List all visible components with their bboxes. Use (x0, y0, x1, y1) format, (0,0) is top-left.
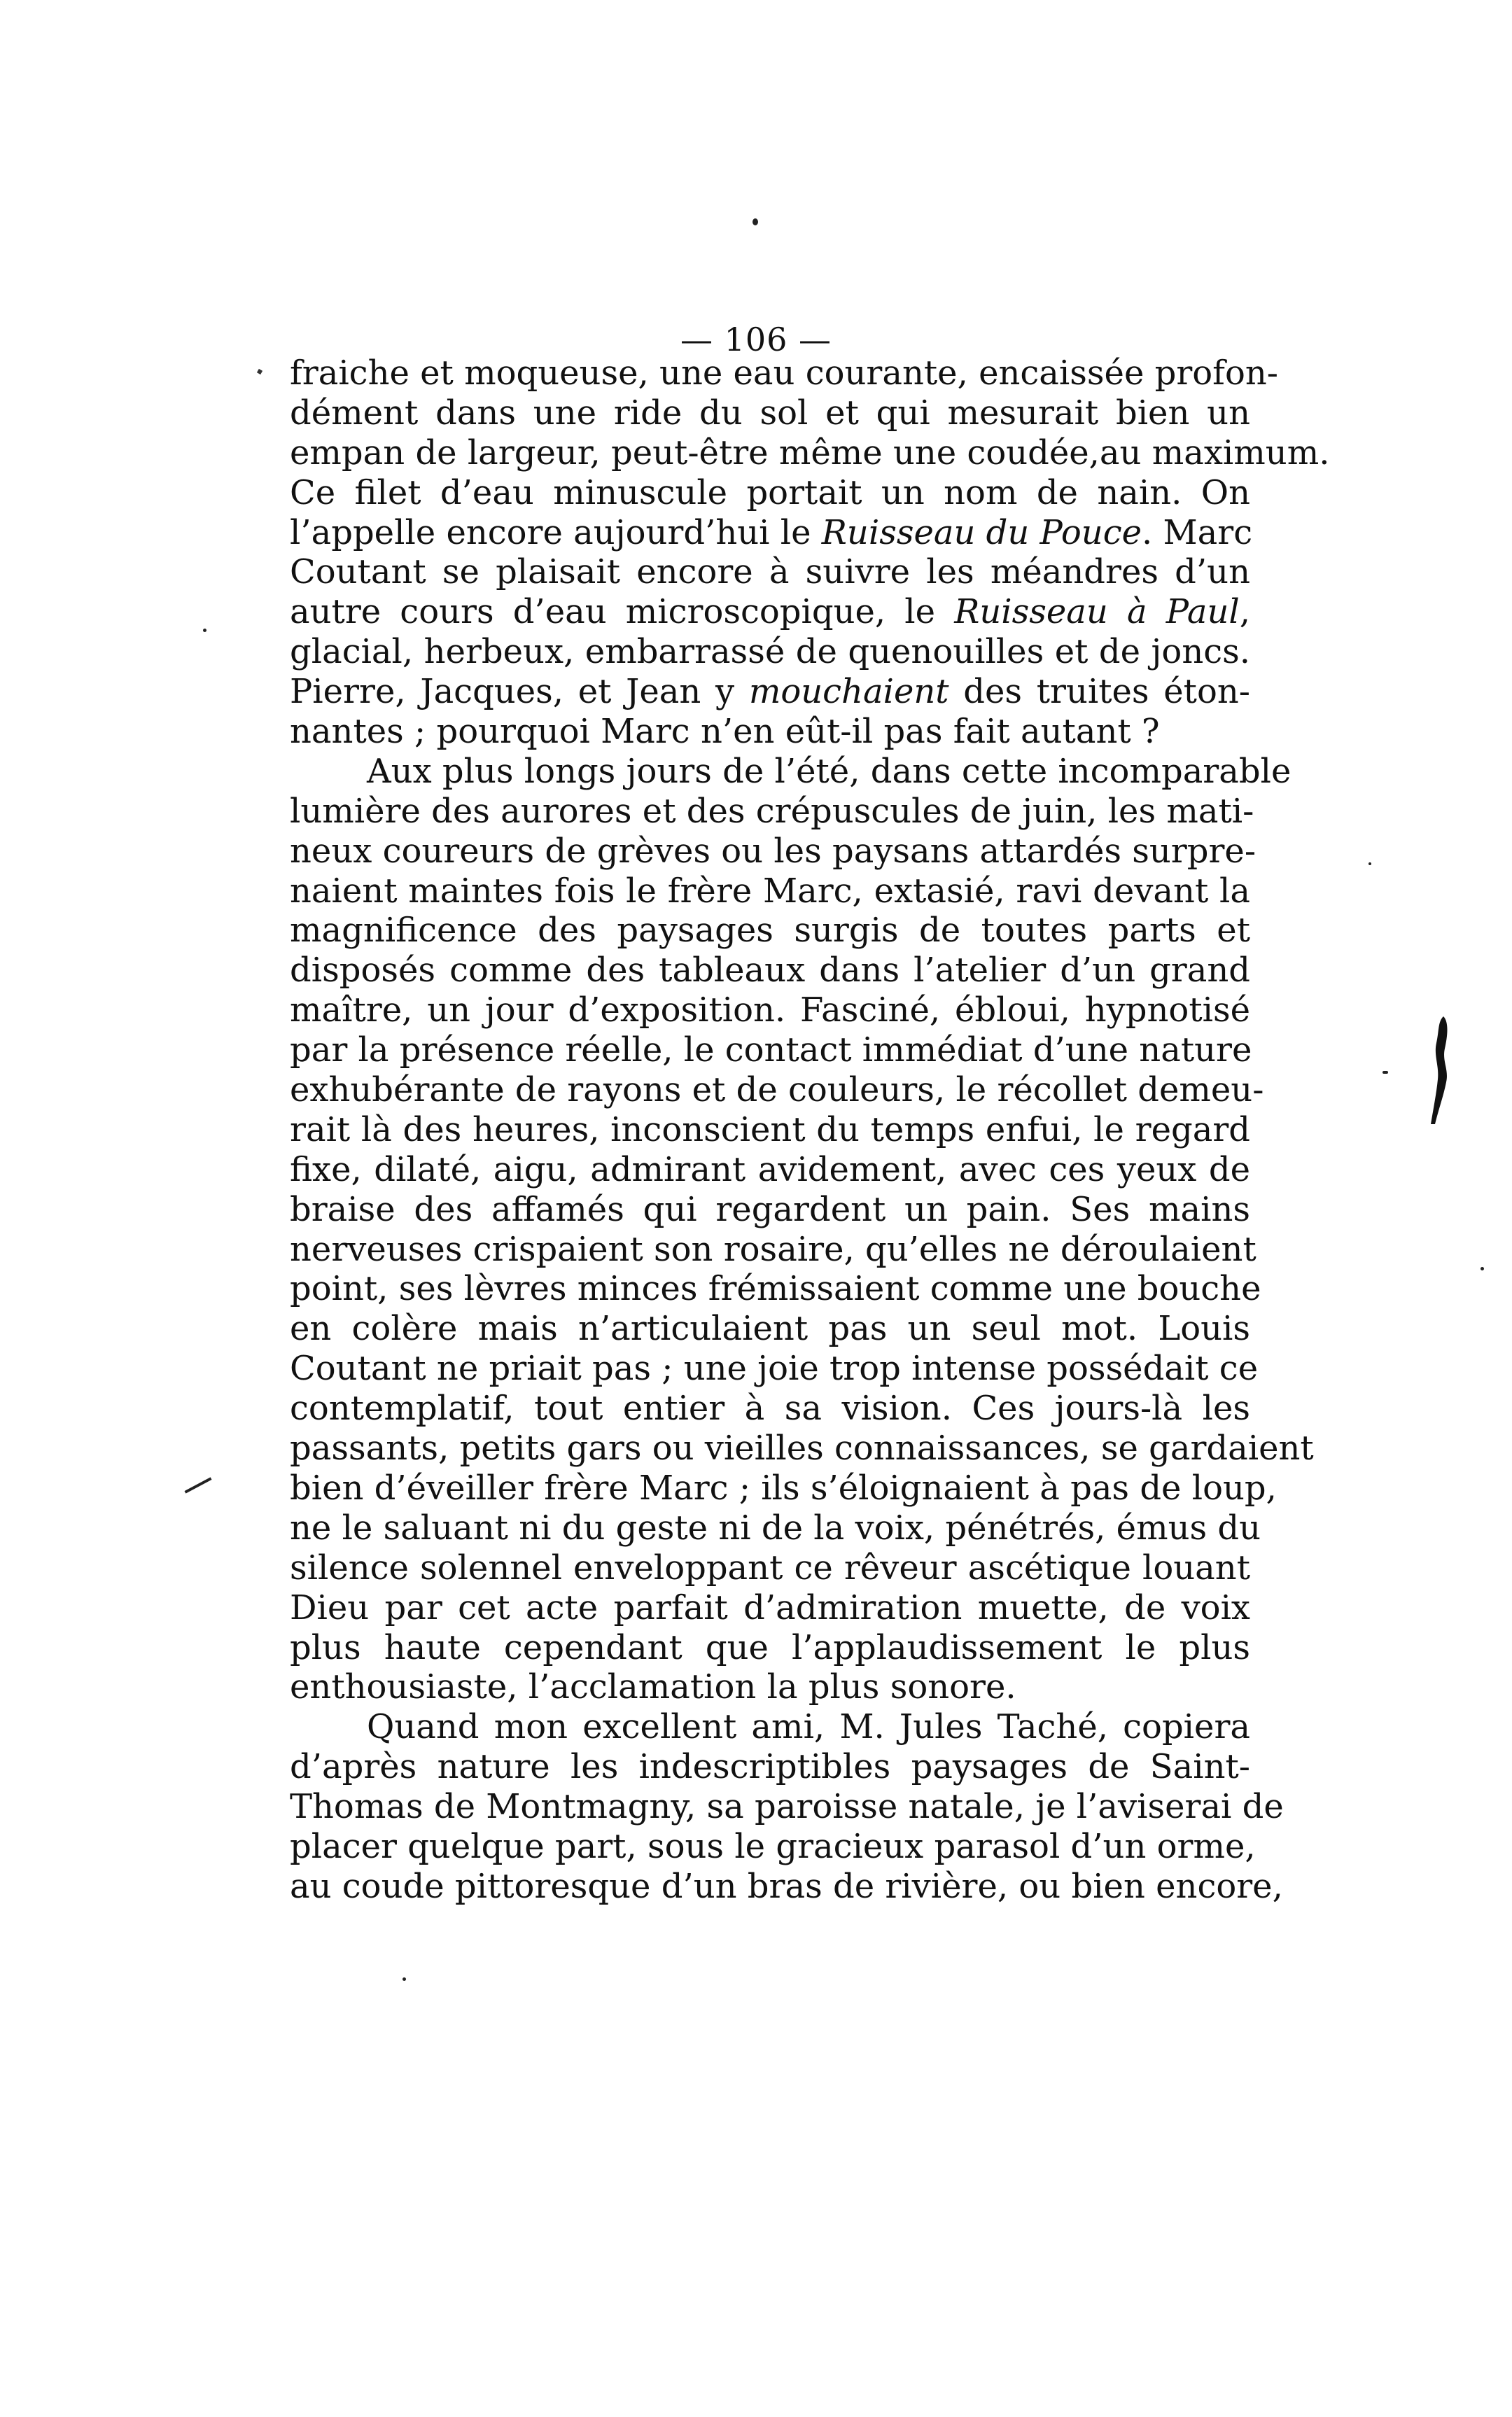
text-line: maître, un jour d’exposition. Fasciné, ébloui, hypnotisé (290, 990, 1250, 1030)
text-line: Coutant se plaisait encore à suivre les méandres d’un (290, 552, 1250, 592)
text-line: silence solennel enveloppant ce rêveur ascétique louant (290, 1548, 1250, 1588)
text-line: Aux plus longs jours de l’été, dans cette incomparable (367, 751, 1292, 791)
text-line: enthousiaste, l’acclamation la plus sonore. (290, 1667, 1016, 1707)
text-line: magnificence des paysages surgis de toutes parts et (290, 911, 1250, 951)
ink-speck (1368, 862, 1371, 865)
text-line: plus haute cependant que l’applaudissement le plus (290, 1627, 1250, 1667)
text-line: naient maintes fois le frère Marc, extasié, ravi devant la (290, 871, 1250, 911)
text-line: d’après nature les indescriptibles paysages de Saint- (290, 1747, 1250, 1787)
text-line: dément dans une ride du sol et qui mesurait bien un (290, 393, 1250, 433)
text-line: point, ses lèvres minces frémissaient comme une bouche (290, 1269, 1261, 1309)
text-line: braise des affamés qui regardent un pain. Ses mains (290, 1189, 1250, 1229)
italic-phrase: mouchaient (748, 672, 949, 712)
text-line: Coutant ne priait pas ; une joie trop intense possédait ce (290, 1349, 1259, 1389)
margin-pencil-mark (257, 369, 262, 374)
text-line: bien d’éveiller frère Marc ; ils s’éloignaient à pas de loup, (290, 1468, 1277, 1508)
margin-pencil-mark (185, 1477, 212, 1493)
text-line: nantes ; pourquoi Marc n’en eût-il pas fait autant ? (290, 712, 1160, 752)
text-line: l’appelle encore aujourd’hui le Ruisseau du Pouce. Marc (290, 512, 1253, 552)
ink-speck (402, 1977, 406, 1981)
text-line: glacial, herbeux, embarrassé de quenouilles et de joncs. (290, 632, 1250, 672)
text-line: autre cours d’eau microscopique, le Ruisseau à Paul, (290, 592, 1250, 632)
text-line: empan de largeur, peut-être même une coudée,au maximum. (290, 433, 1330, 472)
text-line: exhubérante de rayons et de couleurs, le récollet demeu- (290, 1070, 1264, 1110)
text-line: Quand mon excellent ami, M. Jules Taché, copiera (367, 1707, 1250, 1747)
text-line: Ce filet d’eau minuscule portait un nom de nain. On (290, 472, 1250, 512)
text-line: en colère mais n’articulaient pas un seul mot. Louis (290, 1309, 1250, 1349)
ink-speck (1480, 1267, 1484, 1270)
text-line: Pierre, Jacques, et Jean y mouchaient des truites éton- (290, 672, 1250, 712)
text-line: rait là des heures, inconscient du temps enfui, le regard (290, 1109, 1250, 1149)
text-line: neux coureurs de grèves ou les paysans attardés surpre- (290, 831, 1256, 871)
text-line: placer quelque part, sous le gracieux parasol d’un orme, (290, 1826, 1256, 1866)
text-line: par la présence réelle, le contact immédiat d’une nature (290, 1030, 1252, 1070)
body-text (290, 353, 1330, 1907)
text-line: Thomas de Montmagny, sa paroisse natale, je l’aviserai de (290, 1787, 1284, 1827)
text-line: nerveuses crispaient son rosaire, qu’elles ne déroulaient (290, 1229, 1256, 1269)
text-line: fraiche et moqueuse, une eau courante, encaissée profon- (290, 353, 1278, 393)
text-line: disposés comme des tableaux dans l’atelier d’un grand (290, 951, 1250, 990)
text-line: ne le saluant ni du geste ni de la voix, pénétrés, émus du (290, 1508, 1261, 1548)
ink-speck (1382, 1071, 1388, 1074)
text-line: passants, petits gars ou vieilles connaissances, se gardaient (290, 1429, 1314, 1469)
italic-phrase: Ruisseau du Pouce (821, 512, 1142, 552)
margin-ink-blot (1428, 1015, 1453, 1127)
text-line: fixe, dilaté, aigu, admirant avidement, avec ces yeux de (290, 1149, 1250, 1189)
page-number: — 106 — (680, 321, 832, 358)
ink-speck (203, 629, 206, 632)
italic-phrase: Ruisseau à Paul (954, 592, 1240, 632)
text-line: Dieu par cet acte parfait d’admiration muette, de voix (290, 1588, 1250, 1627)
text-line: au coude pittoresque d’un bras de rivière, ou bien encore, (290, 1866, 1283, 1906)
text-line: contemplatif, tout entier à sa vision. Ces jours-là les (290, 1389, 1250, 1429)
text-line: lumière des aurores et des crépuscules de juin, les mati- (290, 791, 1254, 831)
ink-speck (752, 218, 758, 225)
